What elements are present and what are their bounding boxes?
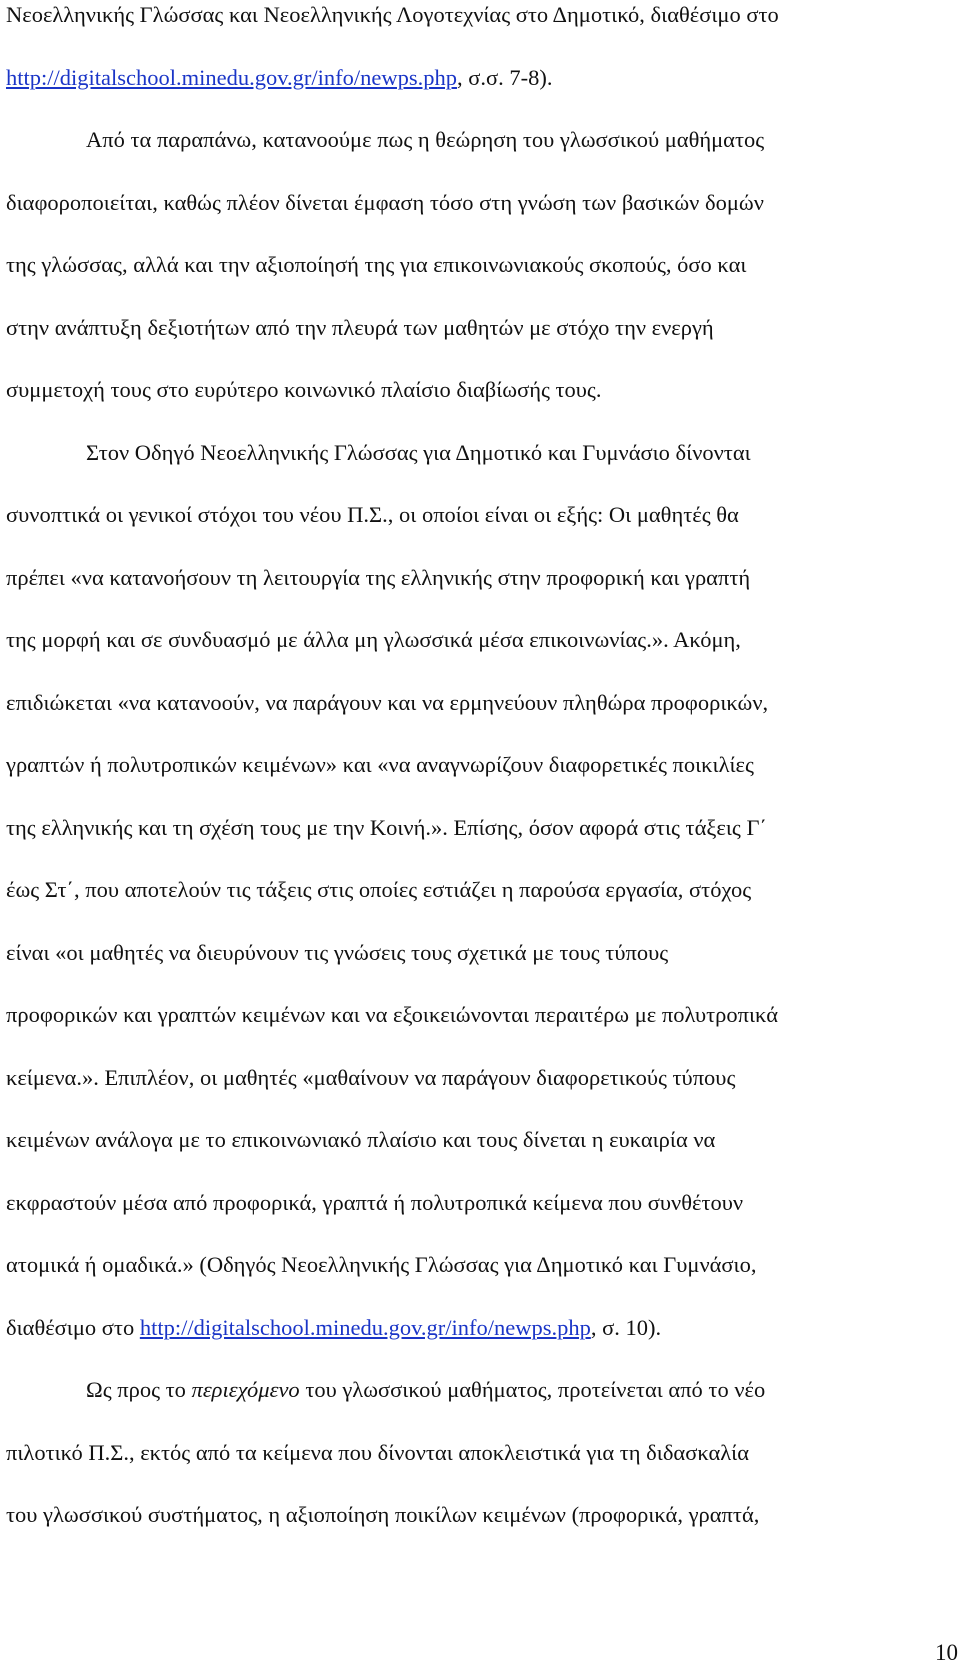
text-line: επιδιώκεται «να κατανοούν, να παράγουν και να ερμηνεύουν πληθώρα προφορικών, [6, 689, 769, 715]
text-line: Νεοελληνικής Γλώσσας και Νεοελληνικής Λογοτεχνίας στο Δημοτικό, διαθέσιμο στο [6, 2, 779, 27]
citation-pages: , σ. 10). [590, 1314, 662, 1340]
text-line: πρέπει «να κατανοήσουν τη λειτουργία της ελληνικής στην προφορική και γραπτή [6, 564, 751, 590]
text-line: της ελληνικής και τη σχέση τους με την Κοινή.». Επίσης, όσον αφορά στις τάξεις Γ΄ [6, 814, 767, 840]
page-number: 10 [935, 1640, 958, 1665]
text-fragment: διαθέσιμο στο [6, 1314, 140, 1340]
text-line: πιλοτικό Π.Σ., εκτός από τα κείμενα που δίνονται αποκλειστικά για τη διδασκαλία [6, 1439, 750, 1465]
text-line: συνοπτικά οι γενικοί στόχοι του νέου Π.Σ., οι οποίοι είναι οι εξής: Οι μαθητές θα [6, 502, 739, 527]
text-line: γραπτών ή πολυτροπικών κειμένων» και «να αναγνωρίζουν διαφορετικές ποικιλίες [6, 752, 754, 777]
text-line: έως Στ΄, που αποτελούν τις τάξεις στις οποίες εστιάζει η παρούσα εργασία, στόχος [6, 877, 752, 902]
citation-link[interactable]: http://digitalschool.minedu.gov.gr/info/newps.php [139, 1314, 591, 1340]
text-line: εκφραστούν μέσα από προφορικά, γραπτά ή πολυτροπικά κείμενα που συνθέτουν [6, 1189, 744, 1215]
text-line: κείμενα.». Επιπλέον, οι μαθητές «μαθαίνουν να παράγουν διαφορετικούς τύπους [6, 1064, 736, 1090]
emphasis-term: περιεχόμενο [191, 1377, 300, 1402]
citation-pages: , σ.σ. 7-8). [457, 64, 553, 90]
text-line: προφορικών και γραπτών κειμένων και να εξοικειώνονται περαιτέρω με πολυτροπικά [6, 1002, 778, 1027]
citation-link[interactable]: http://digitalschool.minedu.gov.gr/info/newps.php [6, 64, 457, 90]
text-line: συμμετοχή τους στο ευρύτερο κοινωνικό πλαίσιο διαβίωσής τους. [6, 377, 602, 402]
text-line: της γλώσσας, αλλά και την αξιοποίησή της για επικοινωνιακούς σκοπούς, όσο και [6, 252, 747, 277]
text-line: της μορφή και σε συνδυασμό με άλλα μη γλωσσικά μέσα επικοινωνίας.». Ακόμη, [6, 627, 741, 652]
text-line: διαφοροποιείται, καθώς πλέον δίνεται έμφαση τόσο στη γνώση των βασικών δομών [6, 189, 764, 215]
paragraph-2 [6, 109, 956, 422]
text-fragment: του γλωσσικού μαθήματος, προτείνεται από το νέο [299, 1377, 766, 1402]
text-line: στην ανάπτυξη δεξιοτήτων από την πλευρά των μαθητών με στόχο την ενεργή [6, 314, 714, 340]
text-line: Από τα παραπάνω, κατανοούμε πως η θεώρηση του γλωσσικού μαθήματος [86, 127, 765, 152]
text-line: του γλωσσικού συστήματος, η αξιοποίηση ποικίλων κειμένων (προφορικά, γραπτά, [6, 1502, 760, 1527]
text-line [6, 1297, 956, 1360]
text-line: ατομικά ή ομαδικά.» (Οδηγός Νεοελληνικής Γλώσσας για Δημοτικό και Γυμνάσιο, [6, 1252, 757, 1277]
text-fragment: Ως προς το [86, 1377, 192, 1402]
paragraph-1 [6, 0, 956, 109]
text-line: Στον Οδηγό Νεοελληνικής Γλώσσας για Δημοτικό και Γυμνάσιο δίνονται [86, 439, 751, 465]
paragraph-4 [6, 1359, 956, 1547]
text-line [6, 1359, 956, 1422]
text-line: είναι «οι μαθητές να διευρύνουν τις γνώσεις τους σχετικά με τους τύπους [6, 939, 669, 965]
paragraph-3 [6, 422, 956, 1360]
body-text [6, 0, 956, 1547]
text-line: κειμένων ανάλογα με το επικοινωνιακό πλαίσιο και τους δίνεται η ευκαιρία να [6, 1127, 716, 1152]
text-line [6, 47, 956, 110]
